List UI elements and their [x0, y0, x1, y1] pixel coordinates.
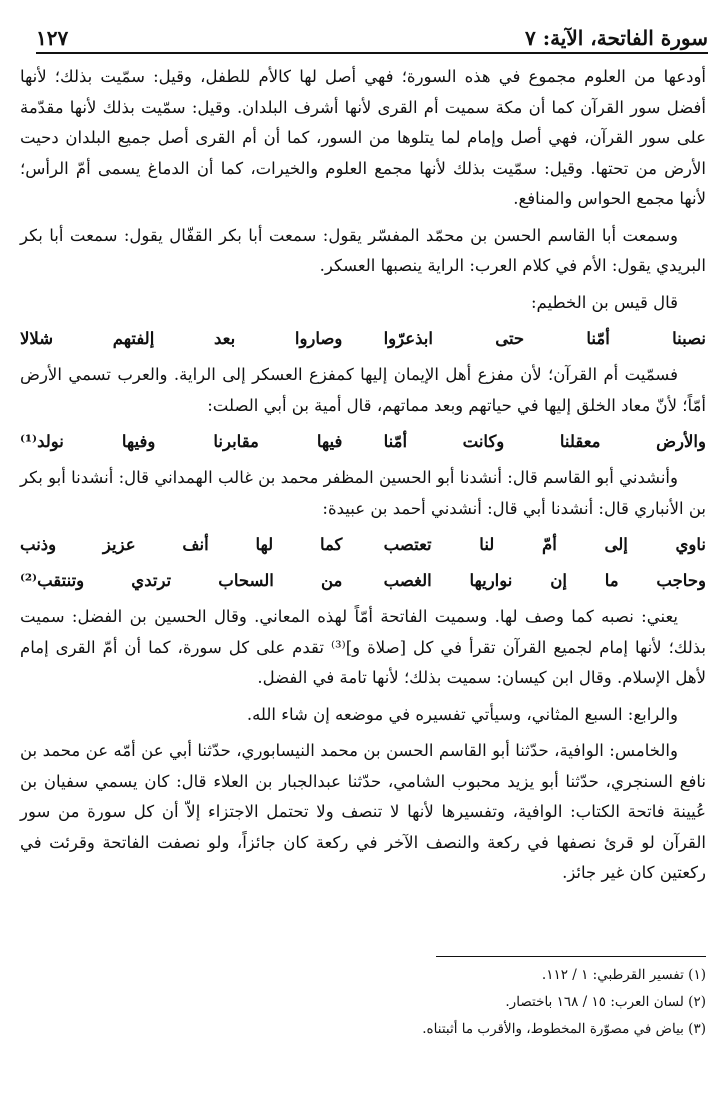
- verse-first-half: وحاجب ما إن نواريها الغصب: [383, 571, 706, 590]
- footnote: (٣) بياض في مصوّرة المخطوط، والأقرب ما أثبتناه.: [422, 1021, 706, 1037]
- verse-second-half: كما لها أنف عزيز وذنب: [20, 535, 343, 554]
- verse-first-half: نصبنا أمّنا حتى ابذعرّوا: [383, 329, 706, 348]
- verse-first-half: والأرض معقلنا وكانت أمّنا: [383, 432, 706, 451]
- paragraph: وسمعت أبا القاسم الحسن بن محمّد المفسّر يقول: سمعت أبا بكر القفّال يقول: سمعت أبا بكر البريدي يقول: الأم في كلام العرب: الراية ينصبها العسكر.: [20, 225, 706, 275]
- running-title: سورة الفاتحة، الآية: ٧: [524, 26, 708, 50]
- paragraph: فسمّيت أم القرآن؛ لأن مفزع أهل الإيمان إليها كمفزع العسكر إلى الراية. والعرب تسمي الأرض أمّاً؛ لأنّ معاد الخلق إليها في حياتهم وبعد مماتهم، قال أمية بن أبي الصلت:: [20, 365, 706, 415]
- verse-second-half: فيها مقابرنا وفيها نولد⁽¹⁾: [20, 432, 343, 451]
- header-rule: [36, 52, 708, 54]
- verse-second-half: من السحاب ترتدي وتنتقب⁽²⁾: [20, 571, 343, 590]
- paragraph: قال قيس بن الخطيم:: [530, 292, 678, 312]
- verse-second-half: وصاروا بعد إلفتهم شلالا: [20, 329, 343, 348]
- footnote: (٢) لسان العرب: ١٥ / ١٦٨ باختصار.: [505, 994, 706, 1010]
- body-text: [20, 62, 706, 895]
- page-number: ١٢٧: [36, 26, 69, 50]
- verse-line: [20, 566, 706, 596]
- paragraph: أودعها من العلوم مجموع في هذه السورة؛ فهي أصل لها كالأم للطفل، وقيل: سمّيت بذلك؛ لأنها أفضل سور القرآن كما أن مكة سميت أم القرى لأنها أشرف البلدان. وقيل: سمّيت بذلك لأنها مقدّمة على سور القرآن، فهي أصل وإمام لما يتلوها من السور، كما أن أم القرى أصل جميع البلدان دحيت الأرض من تحتها. وقيل: سمّيت بذلك لأنها مجمع العلوم والخيرات، كما أن الدماغ يسمى أمّ الرأس؛ لأنها مجمع الحواس والمنافع.: [20, 67, 706, 208]
- verse-line: [20, 324, 706, 354]
- paragraph: والرابع: السبع المثاني، وسيأتي تفسيره في موضعه إن شاء الله.: [246, 704, 678, 724]
- paragraph: والخامس: الوافية، حدّثنا أبو القاسم الحسن بن محمد النيسابوري، حدّثنا أبي عن أمّه عن محمد بن نافع السنجري، حدّثنا أبو يزيد محبوب الشامي، حدّثنا عبدالجبار بن العلاء قال: كان يسمي سفيان بن عُيينة فاتحة الكتاب: الوافية، وتفسيرها لأنها لا تنصف ولا تحتمل الاجتزاء إلاّ أن كل سورة من سور القرآن لو قرئ نصفها في ركعة والنصف الآخر في ركعة كان جائزاً، ولو نصفت الفاتحة وقرئت في ركعتين كان غير جائز.: [20, 741, 706, 882]
- verse-line: [20, 530, 706, 560]
- paragraph: وأنشدني أبو القاسم قال: أنشدنا أبو الحسين المظفر محمد بن غالب الهمداني قال: أنشدنا أبو بكر بن الأنباري قال: أنشدنا أبي قال: أنشدني أحمد بن عبيدة:: [20, 468, 706, 518]
- verse-line: [20, 427, 706, 457]
- paragraph: يعني: نصبه كما وصف لها. وسميت الفاتحة أمّاً لهذه المعاني. وقال الحسين بن الفضل: سميت بذلك؛ لأنها إمام لجميع القرآن تقرأ في كل [صلاة و]⁽³⁾ تقدم على كل سورة، كما أن أمّ القرى إمام لأهل الإسلام. وقال ابن كيسان: سميت بذلك؛ لأنها تامة في الفضل.: [20, 607, 706, 687]
- footnote: (١) تفسير القرطبي: ١ / ١١٢.: [541, 967, 706, 983]
- footnote-rule: [436, 956, 706, 957]
- verse-first-half: ناوي إلى أمّ لنا تعتصب: [383, 535, 706, 554]
- footnotes: [40, 962, 706, 1043]
- page-header: [36, 14, 708, 50]
